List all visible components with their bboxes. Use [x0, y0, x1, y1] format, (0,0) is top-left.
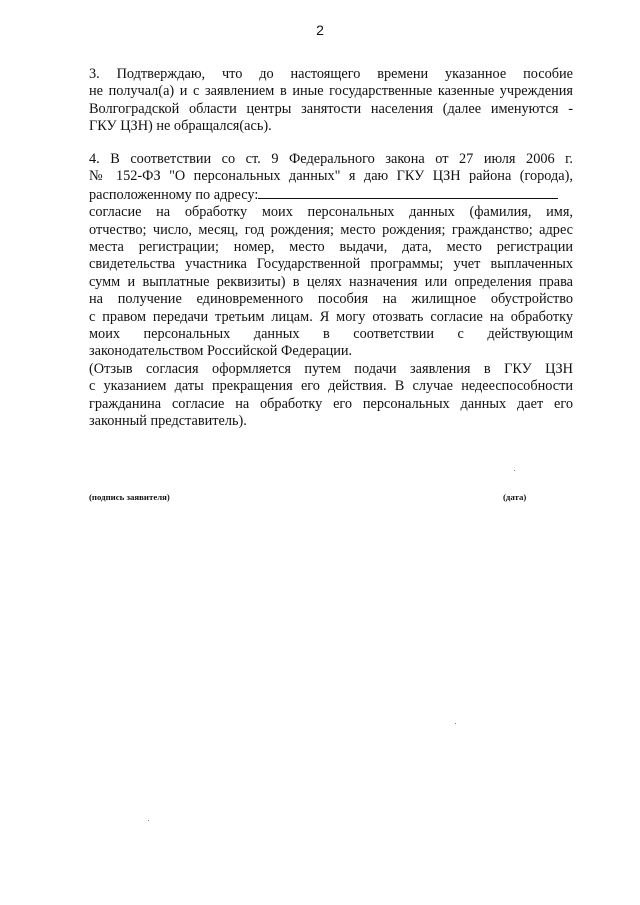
paragraph-4-line: места регистрации; номер, место выдачи, дата, место регистрации	[89, 239, 573, 256]
paragraph-4-line: законный представитель).	[89, 413, 247, 430]
paragraph-4-line: моих персональных данных в соответствии с действующим	[89, 326, 573, 343]
applicant-signature-label: (подпись заявителя)	[89, 492, 170, 502]
paragraph-4-line: отчество; число, месяц, год рождения; место рождения; гражданство; адрес	[89, 221, 573, 238]
scan-speck	[514, 470, 515, 471]
paragraph-4	[89, 151, 573, 431]
address-line	[89, 186, 573, 204]
paragraph-3-line: не получал(а) и с заявлением в иные государственные казенные учреждения	[89, 83, 573, 100]
paragraph-4-line: сумм и выплатные реквизиты) в целях назначения или определения права	[89, 273, 573, 290]
paragraph-4-line: № 152-ФЗ "О персональных данных" я даю ГКУ ЦЗН района (города),	[89, 168, 573, 185]
scan-speck	[148, 820, 149, 821]
paragraph-3-line: ГКУ ЦЗН) не обращался(ась).	[89, 118, 272, 135]
paragraph-4-line: свидетельства участника Государственной программы; учет выплаченных	[89, 256, 573, 273]
paragraph-4-line: 4. В соответствии со ст. 9 Федерального закона от 27 июля 2006 г.	[89, 151, 573, 167]
address-blank-field	[258, 186, 558, 199]
address-label: расположенному по адресу:	[89, 186, 259, 203]
page-number: 2	[316, 22, 324, 38]
paragraph-4-line: с указанием даты прекращения его действия. В случае недееспособности	[89, 378, 573, 395]
date-label: (дата)	[503, 492, 527, 502]
paragraph-4-line: согласие на обработку моих персональных данных (фамилия, имя,	[89, 204, 573, 221]
paragraph-4-line: гражданина согласие на обработку его персональных данных дает его	[89, 395, 573, 412]
paragraph-4-line: на получение единовременного пособия на жилищное обустройство	[89, 291, 573, 308]
paragraph-3-line: Волгоградской области центры занятости населения (далее именуются -	[89, 100, 573, 117]
paragraph-4-line: (Отзыв согласия оформляется путем подачи заявления в ГКУ ЦЗН	[89, 360, 573, 377]
paragraph-4-line: с правом передачи третьим лицам. Я могу отозвать согласие на обработку	[89, 308, 573, 325]
paragraph-3-line: 3. Подтверждаю, что до настоящего времени указанное пособие	[89, 66, 573, 82]
scan-speck	[455, 723, 456, 724]
paragraph-4-line: законодательством Российской Федерации.	[89, 343, 353, 360]
paragraph-3	[89, 66, 573, 136]
